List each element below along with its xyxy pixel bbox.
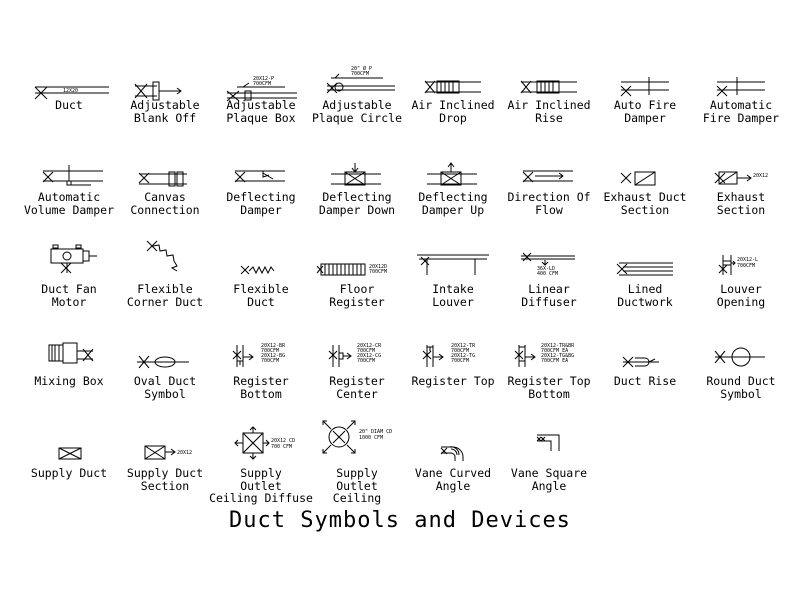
symbol-duct (21, 77, 117, 169)
mixing-box-label: Mixing Box (34, 374, 104, 388)
symbol-deflecting-damper-up (405, 169, 501, 261)
plaque-circle-size-tag: 20" Ø P (351, 66, 373, 72)
register-center-label: Register Center (329, 374, 385, 401)
symbol-flexible-corner-duct (117, 261, 213, 353)
vane-square-angle-label: Vane Square Angle (510, 466, 588, 493)
flexible-duct-label: Flexible Duct (233, 282, 289, 309)
air-inclined-drop-label: Air Inclined Drop (411, 98, 495, 125)
plaque-circle-cfm-tag: 700CFM (351, 71, 370, 77)
air-inclined-rise-label: Air Inclined Rise (507, 98, 591, 125)
supply-duct-section-size-tag: 20X12 (177, 450, 193, 456)
lined-ductwork-label: Lined Ductwork (617, 282, 673, 309)
intake-louver-label: Intake Louver (432, 282, 474, 309)
linear-diffuser-cfm-tag: 400 CFM (537, 271, 559, 277)
flexible-corner-duct-label: Flexible Corner Duct (126, 282, 204, 309)
register-bottom-tag-3: 20X12-BG (261, 353, 286, 359)
symbol-exhaust-section (693, 169, 789, 261)
register-center-tag-3: 20X12-CG (357, 353, 382, 359)
duct-rise-label: Duct Rise (613, 374, 677, 388)
register-top-bottom-tag-2: 700CFM EA (541, 348, 569, 354)
floor-register-cfm-tag: 700CFM (369, 269, 388, 275)
floor-register-size-tag: 20X12D (369, 264, 388, 270)
register-top-tag-3: 20X12-TG (451, 353, 476, 359)
symbol-adjustable-plaque-box (213, 77, 309, 169)
automatic-volume-damper-label: Automatic Volume Damper (23, 190, 114, 217)
symbol-duct-rise (597, 353, 693, 445)
vane-curved-angle-label: Vane Curved Angle (414, 466, 492, 493)
sheet-title: Duct Symbols and Devices (229, 508, 571, 533)
symbol-direction-of-flow (501, 169, 597, 261)
duct-label: Duct (55, 98, 83, 112)
exhaust-duct-section-label: Exhaust Duct Section (603, 190, 687, 217)
symbol-automatic-volume-damper (21, 169, 117, 261)
symbol-mixing-box (21, 353, 117, 445)
direction-of-flow-label: Direction Of Flow (507, 190, 591, 217)
register-top-tag-4: 700CFM (451, 358, 470, 364)
register-center-tag-4: 700CFM (357, 358, 376, 364)
symbol-deflecting-damper-down (309, 169, 405, 261)
symbol-linear-diffuser (501, 261, 597, 353)
supply-outlet-ceiling-diffuse-label: Supply Outlet Ceiling Diffuse (209, 466, 313, 505)
register-top-label: Register Top (411, 374, 495, 388)
symbol-exhaust-duct-section (597, 169, 693, 261)
register-top-bottom-tag-1: 20X12-TR&BR (541, 343, 575, 349)
symbol-intake-louver (405, 261, 501, 353)
symbol-air-inclined-drop (405, 77, 501, 169)
supply-outlet-ceiling-diffuse-cfm-tag: 700 CFM (271, 444, 293, 450)
plaque-box-cfm-tag: 700CFM (253, 81, 272, 87)
deflecting-damper-down-label: Deflecting Damper Down (318, 190, 396, 217)
symbol-register-top-bottom (501, 343, 597, 445)
symbol-deflecting-damper (213, 169, 309, 261)
symbol-register-top (405, 343, 501, 445)
duct-fan-motor-label: Duct Fan Motor (41, 282, 97, 309)
register-top-tag-1: 20X12-TR (451, 343, 476, 349)
symbol-round-duct-symbol (693, 353, 789, 445)
symbol-flexible-duct (213, 261, 309, 353)
louver-opening-cfm-tag: 700CFM (737, 263, 756, 269)
supply-outlet-ceiling-cfm-tag: 1000 CFM (359, 435, 384, 441)
linear-diffuser-label: Linear Diffuser (521, 282, 577, 309)
supply-outlet-ceiling-size-tag: 20" DIAM CD (359, 429, 393, 435)
adjustable-plaque-circle-label: Adjustable Plaque Circle (311, 98, 402, 125)
exhaust-section-label: Exhaust Section (716, 190, 766, 217)
deflecting-damper-up-label: Deflecting Damper Up (418, 190, 488, 217)
louver-opening-size-tag: 20X12-L (737, 257, 759, 263)
register-bottom-label: Register Bottom (233, 374, 289, 401)
round-duct-symbol-label: Round Duct Symbol (706, 374, 776, 401)
auto-fire-damper-label: Auto Fire Damper (613, 98, 677, 125)
plaque-box-size-tag: 20X12-P (253, 76, 275, 82)
symbol-adjustable-blank-off (117, 77, 213, 169)
symbol-floor-register (309, 261, 405, 353)
register-top-tag-2: 700CFM (451, 348, 470, 354)
symbol-automatic-fire-damper (693, 77, 789, 169)
symbol-register-bottom (213, 343, 309, 445)
canvas-connection-label: Canvas Connection (130, 190, 200, 217)
adjustable-plaque-box-label: Adjustable Plaque Box (226, 98, 296, 125)
register-top-bottom-tag-4: 700CFM EA (541, 358, 569, 364)
floor-register-label: Floor Register (329, 282, 385, 309)
oval-duct-symbol-label: Oval Duct Symbol (133, 374, 197, 401)
adjustable-blank-off-label: Adjustable Blank Off (130, 98, 200, 125)
supply-outlet-ceiling-diffuse-size-tag: 20X12 CD (271, 438, 296, 444)
supply-duct-label: Supply Duct (30, 466, 108, 480)
symbol-air-inclined-rise (501, 77, 597, 169)
register-top-bottom-label: Register Top Bottom (507, 374, 591, 401)
automatic-fire-damper-label: Automatic Fire Damper (702, 98, 780, 125)
register-bottom-tag-2: 700CFM (261, 348, 280, 354)
deflecting-damper-label: Deflecting Damper (226, 190, 296, 217)
louver-opening-label: Louver Opening (716, 282, 766, 309)
exhaust-section-size-tag: 20X12 (753, 173, 769, 179)
symbol-auto-fire-damper (597, 77, 693, 169)
supply-duct-section-label: Supply Duct Section (126, 466, 204, 493)
register-bottom-tag-4: 700CFM (261, 358, 280, 364)
duct-size-tag: 12X20 (63, 88, 79, 94)
register-center-tag-1: 20X12-CR (357, 343, 382, 349)
supply-outlet-ceiling-label: Supply Outlet Ceiling (332, 466, 382, 505)
linear-diffuser-size-tag: 36X-LD (537, 266, 556, 272)
register-top-bottom-tag-3: 20X12-TG&BG (541, 353, 575, 359)
symbol-lined-ductwork (597, 261, 693, 353)
symbol-oval-duct-symbol (117, 353, 213, 445)
symbol-duct-fan-motor (21, 261, 117, 353)
register-center-tag-2: 700CFM (357, 348, 376, 354)
symbol-canvas-connection (117, 169, 213, 261)
symbol-adjustable-plaque-circle (309, 66, 405, 169)
register-bottom-tag-1: 20X12-BR (261, 343, 286, 349)
symbol-louver-opening (693, 257, 789, 353)
